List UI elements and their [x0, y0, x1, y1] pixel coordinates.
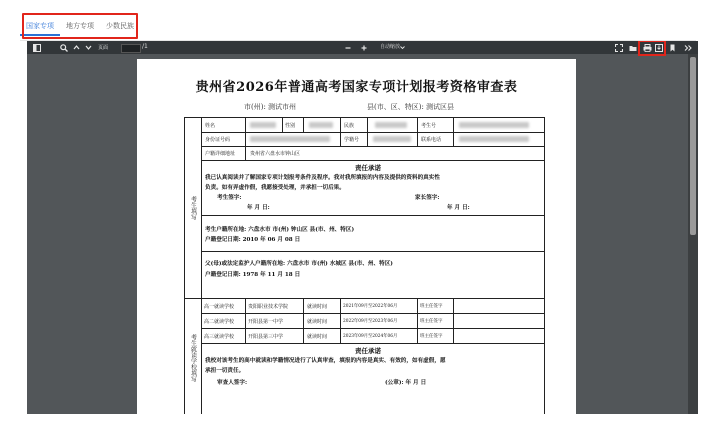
school-row-2-period: 2022年09月至2023年06月 — [343, 319, 398, 324]
name-redacted — [250, 122, 276, 128]
reviewer-signature: 审查人签字: — [217, 380, 248, 386]
exam-no-label: 考生号 — [421, 123, 437, 129]
school-row-3-period: 2023年09月至2024年06月 — [343, 334, 398, 339]
chevron-down-icon[interactable] — [400, 41, 405, 54]
student-hukou-location: 考生户籍所在地: 六盘水市 市(州) 钟山区 县(市、州、特区) — [205, 227, 355, 233]
address-label: 户籍详细地址 — [205, 151, 236, 157]
zoom-select[interactable]: 自动缩放 — [380, 44, 401, 50]
gender-redacted — [309, 122, 333, 128]
scrollbar-thumb[interactable] — [690, 57, 696, 235]
school-record-no-redacted — [373, 136, 411, 142]
zoom-in-icon[interactable] — [361, 41, 367, 54]
school-record-no-label: 学籍号 — [344, 137, 360, 143]
sidebar-toggle-icon[interactable] — [33, 41, 41, 54]
exam-no-redacted — [459, 122, 529, 128]
presentation-mode-icon[interactable] — [615, 41, 623, 54]
school-row-1-period: 2021年09月至2022年06月 — [343, 304, 398, 309]
school-row-1-label: 高一就读学校 — [204, 304, 235, 310]
phone-redacted — [459, 136, 529, 142]
student-hukou-date: 户籍登记日期: 2010 年 06 月 08 日 — [205, 237, 301, 243]
student-signature: 考生签字: — [217, 195, 242, 201]
page-number-input[interactable] — [121, 44, 141, 53]
school-row-1-teacher-sign: 班主任签字 — [420, 304, 443, 309]
tab-local-program[interactable]: 地方专项 — [66, 22, 94, 30]
gender-label: 性别 — [285, 123, 296, 129]
parent-sign-date: 年 月 日: — [447, 205, 470, 211]
pdf-viewer — [27, 41, 698, 414]
bookmark-icon[interactable] — [670, 41, 675, 54]
school-row-3-name: 开阳县第三中学 — [248, 334, 284, 340]
county-field: 县(市、区、特区): 测试区县 — [367, 103, 455, 111]
school-row-2-label: 高二就读学校 — [204, 319, 235, 325]
section-school-label: 考生就读学校填写 — [189, 334, 197, 382]
qualification-form-table — [184, 117, 545, 414]
school-pledge-line-1: 我校对该考生的高中就读和学籍情况进行了认真审查，填报的内容是真实、有效的，如有虚假，愿 — [205, 358, 446, 364]
pledge-title: 责任承诺 — [355, 164, 381, 172]
official-seal-date: (公章): 年 月 日 — [385, 380, 427, 386]
document-page — [137, 59, 576, 414]
address-value: 贵州省六盘水市钟山区 — [250, 151, 301, 157]
page-total: /1 — [142, 43, 148, 50]
school-row-3-time-label: 就读时间 — [307, 334, 328, 340]
parent-signature: 家长签字: — [415, 195, 440, 201]
id-number-redacted — [250, 136, 330, 142]
city-field: 市(州): 测试市州 — [244, 103, 297, 111]
open-file-icon[interactable] — [629, 41, 637, 54]
section-divider — [201, 118, 202, 414]
tools-menu-icon[interactable] — [684, 41, 692, 54]
tab-national-program[interactable]: 国家专项 — [20, 21, 60, 36]
pledge-line-2: 负责。如有弄虚作假，我愿接受处理，并承担一切后果。 — [205, 185, 345, 191]
print-download-highlight-box — [638, 41, 666, 56]
school-row-2-name: 开阳县第一中学 — [248, 319, 284, 325]
document-title: 贵州省2026年普通高考国家专项计划报考资格审查表 — [195, 80, 518, 95]
school-pledge-line-2: 承担一切责任。 — [205, 368, 245, 374]
pledge-line-1: 我已认真阅读并了解国家专项计划报考条件及程序。我对我所填报的内容及提供的资料的真实性 — [205, 175, 440, 181]
section-separator — [185, 298, 544, 299]
school-row-2-time-label: 就读时间 — [307, 319, 328, 325]
school-row-1-name: 贵阳职业技术学院 — [248, 304, 289, 310]
search-icon[interactable] — [60, 41, 68, 54]
school-row-1-time-label: 就读时间 — [307, 304, 328, 310]
school-row-3-teacher-sign: 班主任签字 — [420, 334, 443, 339]
next-page-icon[interactable] — [85, 41, 92, 54]
tabs-highlight-box — [22, 13, 138, 39]
ethnicity-redacted — [375, 122, 407, 128]
school-row-2-teacher-sign: 班主任签字 — [420, 319, 443, 324]
parent-hukou-date: 户籍登记日期: 1978 年 11 月 18 日 — [205, 272, 301, 278]
parent-hukou-location: 父(母)或法定监护人户籍所在地: 六盘水市 市(州) 水城区 县(市、州、特区) — [205, 261, 393, 267]
name-label: 姓名 — [205, 123, 216, 129]
pdf-toolbar — [27, 41, 698, 54]
ethnicity-label: 民族 — [344, 123, 355, 129]
previous-page-icon[interactable] — [73, 41, 80, 54]
phone-label: 联系电话 — [421, 137, 442, 143]
tab-ethnic-minority[interactable]: 少数民族 — [106, 22, 134, 30]
school-row-3-label: 高三就读学校 — [204, 334, 235, 340]
id-number-label: 身份证号码 — [205, 137, 231, 143]
student-sign-date: 年 月 日: — [247, 205, 270, 211]
school-pledge-title: 责任承诺 — [355, 347, 381, 355]
zoom-out-icon[interactable] — [345, 41, 351, 54]
page-label: 页面 — [98, 45, 109, 51]
section-student-label: 考生填写 — [189, 196, 197, 220]
